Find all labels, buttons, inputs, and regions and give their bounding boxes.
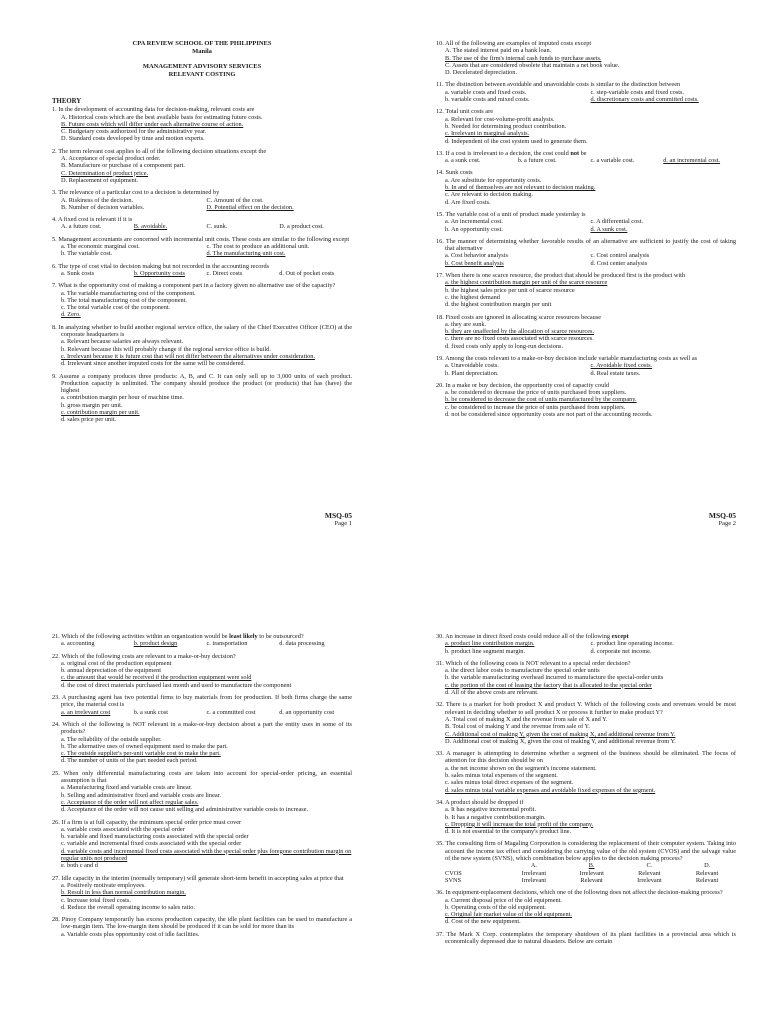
option: d. Reduce the overall operating income to sales ratio. (61, 903, 195, 911)
school-city: Manila (192, 47, 212, 55)
option: C. Amount of the cost. (206, 196, 264, 204)
option: a. It has negative incremental profit. (445, 806, 537, 814)
option: d. Cost center analysis (590, 259, 648, 267)
option-answer: d. variable costs and incremental fixed costs associated with the special order plus foregone contribution margin on regular units not produced (61, 847, 352, 863)
option: c. be considered to increase the price of units purchased from suppliers. (445, 403, 626, 411)
option: A. The stated interest paid on a bank loan. (445, 47, 552, 55)
option: d. Irrelevant since another imputed costs for the same will be considered. (61, 360, 246, 368)
option: B. Total cost of making Y and the revenue from sale of Y. (445, 723, 590, 731)
option: b. Needed for determining product contribution. (445, 122, 567, 130)
option: a. Are substitute for opportunity costs. (445, 176, 542, 184)
option: c. Increase total fixed costs. (61, 896, 131, 904)
option-answer: d. discretionary costs and committed costs. (590, 96, 699, 104)
option: d. corporate net income. (590, 647, 652, 655)
question-5: 5. Management accountants are concerned with incremental unit costs. These costs are similar to the following except a. The economic marginal cost. c. The cost to produce an additional unit. b. The variable cost. d. The manufacturing unit cost. (52, 236, 352, 258)
option: a. Unavoidable costs. (445, 362, 499, 370)
subject-title: MANAGEMENT ADVISORY SERVICES (142, 63, 262, 70)
option: a. the net income shown on the segment's income statement. (445, 764, 597, 772)
option-answer: b. be considered to decrease the cost of units manufactured by the company. (445, 396, 637, 404)
option: d. not be considered since opportunity costs are not part of the accounting records. (445, 411, 653, 419)
option: d. data processing (279, 640, 325, 648)
question-16: 16. The manner of determining whether favorable results of an alternative are sufficient to justify the cost of taking that alternative a. Cost behavior analysis c. Cost control analysis b. Cost benefit analysis d. Cost center analysis (436, 237, 736, 267)
question-26: 26. If a firm is at full capacity, the minimum special order price must cover a. variable costs associated with the special order b. variable and fixed manufacturing costs associated with the special order c. variable and incremental fixed costs associated with the special order d. variable costs and incremental fixed costs associated with the special order plus foregone contribution margin on regular units not produced e. both c and d (52, 818, 352, 870)
document-code: MSQ-05 (708, 511, 736, 520)
table-header: B. (588, 862, 595, 870)
option: a. The variable manufacturing cost of the component. (61, 289, 196, 297)
option-answer: c. Original fair market value of the old equipment. (445, 911, 572, 919)
question-10: 10. All of the following are examples of imputed costs except A. The stated interest paid on a bank loan. B. The use of the firm's internal cash funds to purchase assets. C. Assets that are considered obsolete that maintain a net book value. D. Decelerated depreciation. (436, 40, 736, 76)
question-23: 23. A purchasing agent has two potential firms to buy materials from for production. If both firms charge the same price, the material cost is a. an irrelevant cost b. a sunk cost c. a committed cost d. an opportunity cost (52, 694, 352, 716)
option: a. Current disposal price of the old equipment. (445, 896, 562, 904)
option: d. Independent of the cost system used to generate them. (445, 137, 588, 145)
table-cell: Irrelevant (637, 876, 662, 884)
option-answer: b. Opportunity costs (133, 269, 185, 277)
question-13: 13. If a cost is irrelevant to a decision, the cost could not be a. a sunk cost. b. a future cost. c. a variable cost. d. an incremental cost. (436, 150, 736, 165)
page-number: Page 2 (718, 519, 736, 527)
option: a. Variable costs plus opportunity cost of idle facilities. (61, 930, 200, 938)
option: A. Riskiness of the decision. (61, 196, 134, 204)
option: c. there are no fixed costs associated with scarce resources. (445, 335, 594, 343)
question-33: 33. A manager is attempting to determine whether a segment of the business should be eliminated. The focus of attention for this decision should be on a. the net income shown on the segment's income statement. b. sales minus total expenses of the segment. c. sales minus total direct expenses of the segment. d. sales minus total variable expenses and avoidable fixed expenses of the segment. (436, 750, 736, 794)
option: a. accounting (61, 640, 95, 648)
option: d. Acceptance of the order will not cause unit selling and administrative variable costs to increase. (61, 806, 309, 814)
option: b. An opportunity cost. (445, 225, 503, 233)
option: e. both c and d (61, 862, 98, 870)
option-answer: c. the portion of the cost of leasing the factory that is allocated to the special order (445, 681, 652, 689)
option: c. transportation (206, 640, 248, 648)
question-34: 34. A product should be dropped if a. It has negative incremental profit. b. It has a negative contribution margin. c. Dropping it will increase the total profit of the company. d. It is not essential to the company's product line. (436, 799, 736, 835)
option: d. It is not essential to the company's product line. (445, 828, 572, 836)
question-36: 36. In equipment-replacement decisions, which one of the following does not affect the decision-making process? a. Current disposal price of the old equipment. b. Operating costs of the old equipment. c. Original fair market value of the old equipment. d. Cost of the new equipment. (436, 889, 736, 925)
option-answer: a. the highest contribution margin per unit of the scarce resource (445, 279, 608, 287)
option: a. they are sunk. (445, 320, 487, 328)
option: b. It has a negative contribution margin. (445, 813, 546, 821)
option-answer: c. The outside supplier's per-unit variable cost to make the part. (61, 750, 221, 758)
option-answer: c. the amount that would be received if the production equipment were sold (61, 674, 252, 682)
option: D. Decelerated depreciation. (445, 69, 518, 77)
topic-title: RELEVANT COSTING (168, 70, 236, 78)
option-answer: b. product design (133, 640, 178, 648)
option: a. variable costs and fixed costs. (445, 88, 527, 96)
question-11: 11. The distinction between avoidable and unavoidable costs is similar to the distinction between a. variable costs and fixed costs. c. step-variable costs and fixed costs. b. variable costs and mixed costs. d. discretionary costs and committed costs. (436, 81, 736, 103)
option: b. Selling and administrative fixed and variable costs are linear. (61, 791, 221, 799)
option: d. Cost of the new equipment. (445, 918, 521, 926)
option: b. product line segment margin. (445, 647, 525, 655)
question-19: 19. Among the costs relevant to a make-or-buy decision include variable manufacturing costs as well as a. Unavoidable costs. c. Avoidable fixed costs. b. Plant depreciation. d. Real estate taxes. (436, 355, 736, 377)
option-answer: d. sales minus total variable expenses and avoidable fixed expenses of the segment. (445, 786, 656, 794)
option: a. a sunk cost. (445, 157, 481, 165)
option-answer: C. Additional cost of making Y, given the cost of making X, and additional revenue from Y. (445, 730, 676, 738)
page-3 (52, 633, 352, 943)
option: d. Out of pocket costs (279, 269, 335, 277)
option: b. Operating costs of the old equipment. (445, 903, 547, 911)
option-answer: d. an incremental cost. (663, 157, 721, 165)
table-row-label: CVOS (445, 869, 462, 877)
option: c. the highest demand (445, 293, 500, 301)
option: b. the highest sales price per unit of scarce resource (445, 286, 575, 294)
option: b. gross margin per unit. (61, 401, 123, 409)
question-35: 35. The consulting firm of Magaling Corporation is considering the replacement of their computer system. Taking into account the income tax effect and considering the carrying value of the old system (CVOS) and the salvage value of the new system (SVNS), which combination below applies to the decision making process? A. B. C. D. CVOS Irrelevant Irrelevant Relevant Relevant SVNS Irrelevant Relevant Irrelevant Relevant (436, 840, 736, 884)
question-7: 7. What is the opportunity cost of making a component part in a factory given no alternative use of the capacity? a. The variable manufacturing cost of the component. b. The total manufacturing cost of the component. c. The total variable cost of the component. d. Zero. (52, 282, 352, 318)
section-heading: THEORY (52, 98, 82, 105)
option: b. annual depreciation of the equipment (61, 667, 162, 675)
table-cell: Relevant (638, 869, 661, 877)
table-header: D. (704, 862, 711, 870)
option-answer: a. product line contribution margin. (445, 640, 535, 648)
option-answer: C. Determination of product price. (61, 169, 149, 177)
option: a. The reliability of the outside supplier. (61, 735, 162, 743)
option: b. variable and fixed manufacturing costs associated with the special order (61, 833, 249, 841)
question-8: 8. In analyzing whether to build another regional service office, the salary of the Chief Executive Officer (CEO) at the corporate headquarters is a. Relevant because salaries are always relevant. b. Relevant because this will probably change if the regional service office is build. c. Irrelevant because it is future cost that will not differ between the alternatives under consideration. d. Irrelevant since another imputed costs for the same will be considered. (52, 323, 352, 368)
option: b. The variable cost. (61, 250, 113, 258)
option-answer: B. avoidable. (133, 223, 168, 231)
option-answer: D. Potential effect on the decision. (206, 203, 294, 211)
option-answer: a. an irrelevant cost (61, 708, 111, 716)
option: c. a variable cost. (590, 157, 635, 165)
page-2-footer (436, 512, 736, 527)
question-31: 31. Which of the following costs is NOT relevant to a special order decision? a. the direct labor costs to manufacture the special order units b. the variable manufacturing overhead incurred to manufacture the special-order units c. the portion of the cost of leasing the factory that is allocated to the special order d. All of the above costs are relevant. (436, 660, 736, 696)
option: a. Relevant for cost-volume-profit analysis. (445, 115, 555, 123)
question-30: 30. An increase in direct fixed costs could reduce all of the following except a. product line contribution margin. c. product line operating income. b. product line segment margin. d. corporate net income. (436, 633, 736, 655)
school-name: CPA REVIEW SCHOOL OF THE PHILIPPINES (132, 40, 272, 47)
option: b. sales minus total expenses of the segment. (445, 772, 558, 780)
question-6: 6. The type of cost vital to decision making but not recorded in the accounting records a. Sunk costs b. Opportunity costs c. Direct costs d. Out of pocket costs (52, 263, 352, 278)
table-cell: Relevant (695, 869, 719, 877)
question-24: 24. Which of the following is NOT relevant in a make-or-buy decision about a part the entity uses in some of its products? a. The reliability of the outside supplier. b. The alternative uses of owned equipment used to make the part. c. The outside supplier's per-unit variable cost to make the part. d. The number of units of the part needed each period. (52, 720, 352, 765)
option-answer: c. Avoidable fixed costs. (590, 362, 653, 370)
option: c. Are relevant to decision making. (445, 191, 533, 199)
option: b. The alternative uses of owned equipment used to make the part. (61, 742, 228, 750)
table-cell: Irrelevant (521, 876, 547, 884)
option: A. Historical costs which are the best available basis for estimating future costs. (61, 113, 263, 121)
page-4 (436, 633, 736, 950)
option: a. Cost behavior analysis (445, 252, 508, 260)
option-answer: d. The manufacturing unit cost. (206, 250, 286, 258)
question-25: 25. When only differential manufacturing costs are taken into account for special-order pricing, an essential assumption is that a. Manufacturing fixed and variable costs are linear. b. Selling and administrative fixed and variable costs are linear. c. Acceptance of the order will not affect regular sales. d. Acceptance of the order will not cause unit selling and administrative variable costs to increase. (52, 769, 352, 814)
page-number: Page 1 (334, 519, 352, 527)
option: c. product line operating income. (590, 640, 674, 648)
option: C. Assets that are considered obsolete that maintain a net book value. (445, 61, 620, 69)
option: C. sunk. (206, 223, 228, 231)
question-20: 20. In a make or buy decision, the opportunity cost of capacity could a. be considered to decrease the price of units purchased from suppliers. b. be considered to decrease the cost of units manufactured by the company. c. be considered to increase the price of units purchased from suppliers. d. not be considered since opportunity costs are not part of the accounting records. (436, 382, 736, 418)
table-header: C. (646, 862, 653, 870)
option-answer: d. Zero. (61, 311, 81, 319)
option: a. original cost of the production equipment (61, 659, 172, 667)
question-12: 12. Total unit costs are a. Relevant for cost-volume-profit analysis. b. Needed for determining product contribution. c. Irrelevant in marginal analysis. d. Independent of the cost system used to generate them. (436, 108, 736, 144)
question-14: 14. Sunk costs a. Are substitute for opportunity costs. b. In and of themselves are not relevant to decision making. c. Are relevant to decision making. d. Are fixed costs. (436, 169, 736, 205)
table-cell: Relevant (580, 876, 603, 884)
option-answer: B. The use of the firm's internal cash funds to purchase assets. (445, 54, 602, 62)
question-28: 28. Pinoy Company temporarily has excess production capacity, the idle plant facilities can be used to manufacture a low-margin item. The low-margin item should be produced if it can be sold for more than its a. Variable costs plus opportunity cost of idle facilities. (52, 916, 352, 938)
option-answer: c. Irrelevant in marginal analysis. (445, 130, 530, 138)
option: d. an opportunity cost (279, 708, 335, 716)
option: b. Plant depreciation. (445, 369, 499, 377)
page-2 (436, 40, 736, 423)
page-1 (52, 40, 352, 429)
question-22: 22. Which of the following costs are relevant to a make-or-buy decision? a. original cost of the production equipment b. annual depreciation of the equipment c. the amount that would be received if the production equipment were sold d. the cost of direct materials purchased last month and used to manufacture the component (52, 653, 352, 689)
question-15: 15. The variable cost of a unit of product made yesterday is a. An incremental cost. c. A differential cost. b. An opportunity cost. d. A sunk cost. (436, 211, 736, 233)
page-1-footer (52, 512, 352, 527)
option: a. Sunk costs (61, 269, 95, 277)
option: c. a committed cost (206, 708, 256, 716)
question-32: 32. There is a market for both product X and product Y. Which of the following costs and revenues would be most relevant in deciding whether to sell product X or process it further to make product Y? A. Total cost of making X and the revenue from sale of X and Y. B. Total cost of making Y and the revenue from sale of Y. C. Additional cost of making Y, given the cost of making X, and additional revenue from Y. D. Additional cost of making X, given the cost of making Y, and additional revenue from Y. (436, 701, 736, 745)
option-answer: c. Dropping it will increase the total profit of the company. (445, 820, 594, 828)
document-code: MSQ-05 (324, 511, 352, 520)
table-row-label: SVNS (445, 876, 462, 884)
option: D. Additional cost of making X, given the cost of making Y, and additional revenue from Y. (445, 737, 676, 745)
option: b. variable costs and mixed costs. (445, 96, 530, 104)
option-answer: B. Future costs which will differ under each alternative course of action. (61, 120, 244, 128)
option: A. Total cost of making X and the revenue from sale of X and Y. (445, 715, 608, 723)
option: d. All of the above costs are relevant. (445, 689, 539, 697)
option: a. The economic marginal cost. (61, 243, 140, 251)
option: c. sales minus total direct expenses of the segment. (445, 779, 574, 787)
option: d. sales price per unit. (61, 416, 117, 424)
option: C. Budgetary costs authorized for the administrative year. (61, 128, 207, 136)
option-answer: c. Acceptance of the order will not affect regular sales. (61, 798, 199, 806)
table-cell: Irrelevant (521, 869, 547, 877)
option-answer: b. they are unaffected by the allocation of scarce resources. (445, 328, 595, 336)
option: c. A differential cost. (590, 218, 644, 226)
table-cell: Irrelevant (579, 869, 604, 877)
option: c. variable and incremental fixed costs associated with the special order (61, 840, 242, 848)
table-cell: Relevant (695, 876, 719, 884)
question-17: 17. When there is one scarce resource, the product that should be produced first is the product with a. the highest contribution margin per unit of the scarce resource b. the highest sales price per unit of scarce resource c. the highest demand d. the highest contribution margin per unit (436, 272, 736, 308)
option: d. Real estate taxes. (590, 369, 641, 377)
question-4: 4. A fixed cost is relevant if it is A. a future cost. B. avoidable. C. sunk. D. a product cost. (52, 216, 352, 231)
option: a. contribution margin per hour of machine time. (61, 394, 184, 402)
option: d. Are fixed costs. (445, 198, 491, 206)
option: d. fixed costs only apply to long-run decisions. (445, 342, 564, 350)
option-answer: b. In and of themselves are not relevant to decision making. (445, 184, 596, 192)
option: B. Number of decision variables. (61, 203, 145, 211)
question-2: 2. The term relevant cost applies to all of the following decision situations except the A. Acceptance of special product order. B. Manufacture or purchase of a component part. C. Determination of product price. D. Replacement of equipment. (52, 148, 352, 184)
option: D. Standard costs developed by time and motion experts. (61, 135, 205, 143)
option: b. the variable manufacturing overhead incurred to manufacture the special-order units (445, 674, 664, 682)
table-header: A. (530, 862, 537, 870)
option: a. Positively motivate employees. (61, 881, 146, 889)
option: a. Manufacturing fixed and variable costs are linear. (61, 784, 192, 792)
question-27: 27. Idle capacity in the interim (normally temporary) will generate short-term benefit in accepting sales at price that a. Positively motivate employees. b. Result in less than normal contribution margin. c. Increase total fixed costs. d. Reduce the overall operating income to sales ratio. (52, 875, 352, 911)
option: b. The total manufacturing cost of the component. (61, 296, 187, 304)
option: b. Relevant because this will probably change if the regional service office is build. (61, 345, 271, 353)
option: D. a product cost. (279, 223, 324, 231)
option-answer: b. Cost benefit analysis (445, 259, 504, 267)
option: a. An incremental cost. (445, 218, 503, 226)
option: c. step-variable costs and fixed costs. (590, 88, 685, 96)
option: a. variable costs associated with the special order (61, 825, 185, 833)
question-9: 9. Assume a company produces three products: A, B, and C. It can only sell up to 3,000 units of each product. Production capacity is unlimited. The company should produce the product (or products) that has (have) the highest a. contribution margin per hour of machine time. b. gross margin per unit. c. contribution margin per unit. d. sales price per unit. (52, 372, 352, 424)
option: c. The cost to produce an additional unit. (206, 243, 310, 251)
question-21: 21. Which of the following activities within an organization would be least likely to be outsourced? a. accounting b. product design c. transportation d. data processing (52, 633, 352, 648)
question-3: 3. The relevance of a particular cost to a decision is determined by A. Riskiness of the decision. C. Amount of the cost. B. Number of decision variables. D. Potential effect on the decision. (52, 189, 352, 211)
question-37: 37. The Mark X Corp. contemplates the temporary shutdown of its plant facilities in a provincial area which is economically depressed due to natural disasters. Below are certain (436, 930, 736, 945)
option: a. the direct labor costs to manufacture the special order units (445, 667, 600, 675)
option: A. Acceptance of special product order. (61, 155, 161, 163)
option: c. Direct costs (206, 269, 243, 277)
answer-table (436, 862, 736, 884)
option: b. a sunk cost (133, 708, 169, 716)
option: A. a future cost. (61, 223, 102, 231)
option: a. Relevant because salaries are always relevant. (61, 338, 184, 346)
option: D. Replacement of equipment. (61, 176, 139, 184)
option: b. a future cost. (517, 157, 557, 165)
option-answer: c. Irrelevant because it is future cost that will not differ between the alternatives under consideration. (61, 352, 315, 360)
option: d. the highest contribution margin per unit (445, 301, 552, 309)
option: d. The number of units of the part needed each period. (61, 757, 198, 765)
question-1: 1. In the development of accounting data for decision-making, relevant costs are A. Historical costs which are the best available basis for estimating future costs. B. Future costs which will differ under each alternative course of action. C. Budgetary costs authorized for the administrative year. D. Standard costs developed by time and motion experts. (52, 106, 352, 142)
question-18: 18. Fixed costs are ignored in allocating scarce resources because a. they are sunk. b. they are unaffected by the allocation of scarce resources. c. there are no fixed costs associated with scarce resources. d. fixed costs only apply to long-run decisions. (436, 314, 736, 350)
option: a. be considered to decrease the price of units purchased from suppliers. (445, 389, 627, 397)
option-answer: d. A sunk cost. (590, 225, 628, 233)
option: B. Manufacture or purchase of a component part. (61, 162, 185, 170)
option-answer: c. contribution margin per unit. (61, 408, 140, 416)
option: c. Cost control analysis (590, 252, 650, 260)
option: d. the cost of direct materials purchased last month and used to manufacture the component (61, 681, 292, 689)
option: c. The total variable cost of the component. (61, 304, 171, 312)
option-answer: b. Result in less than normal contribution margin. (61, 889, 186, 897)
